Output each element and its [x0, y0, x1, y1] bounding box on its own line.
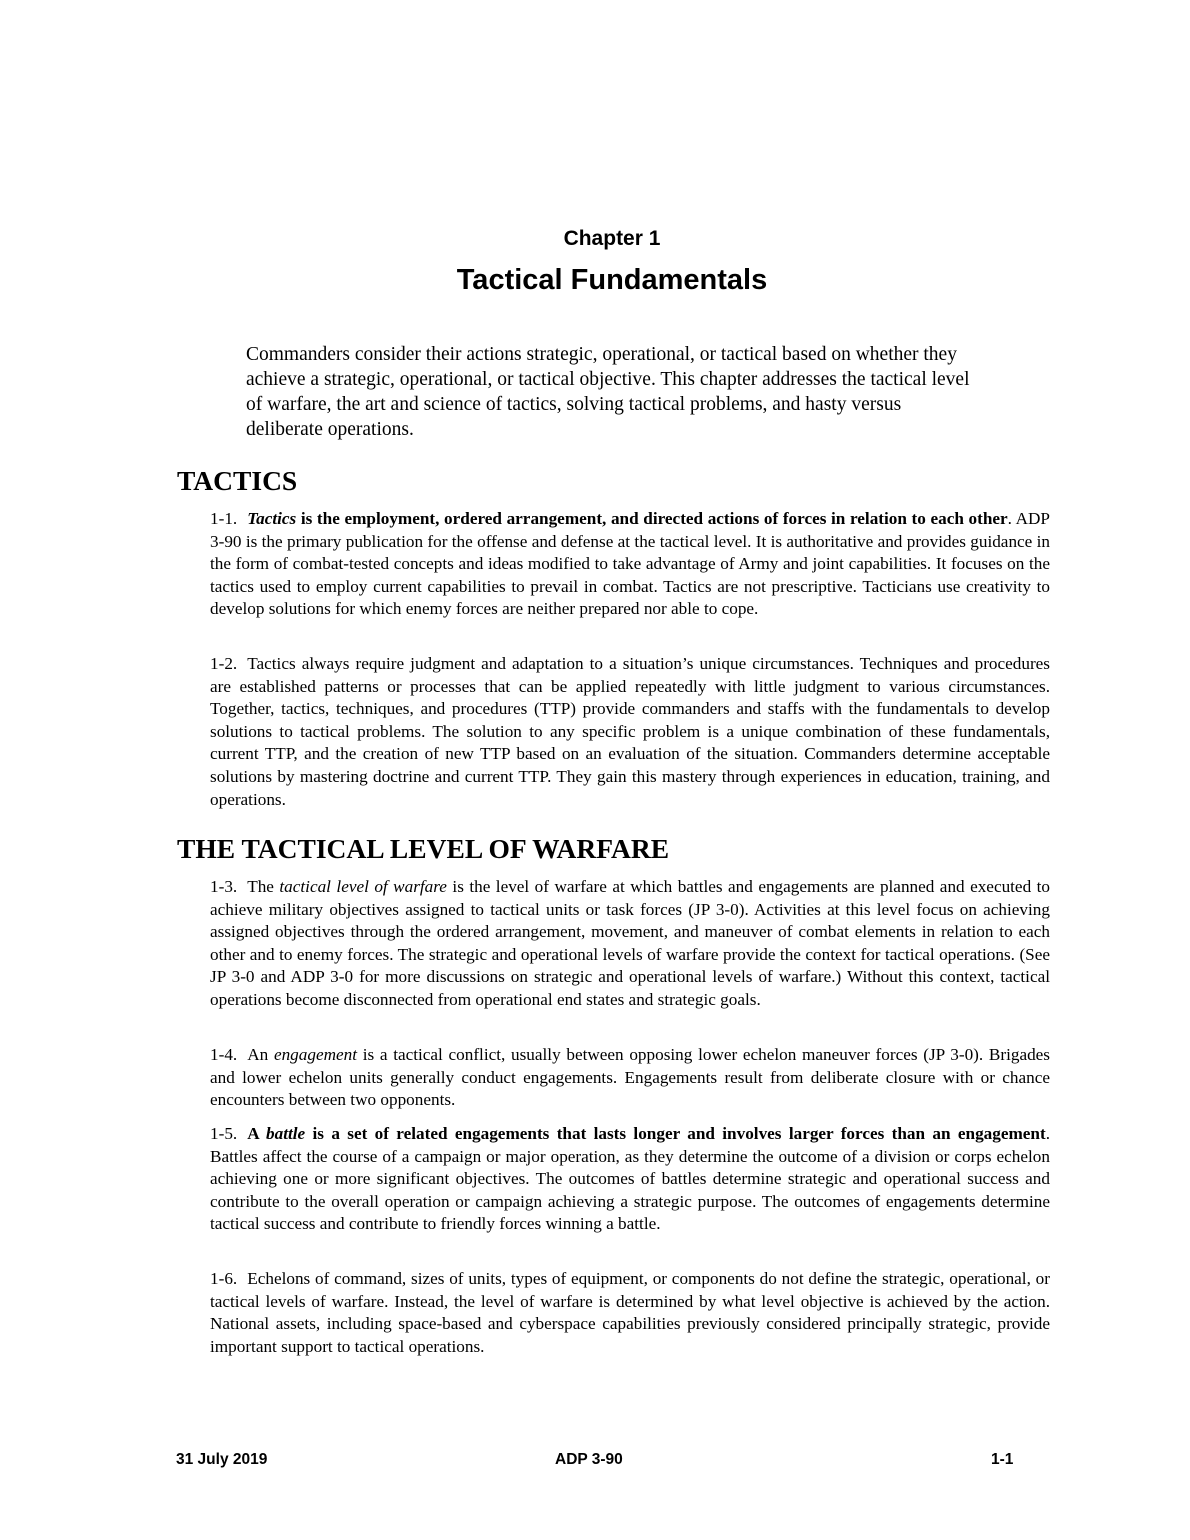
- paragraph-number: 1-4.: [210, 1045, 238, 1064]
- term-battle: battle: [266, 1124, 306, 1143]
- chapter-title: Tactical Fundamentals: [456, 264, 768, 296]
- paragraph-lead: An: [247, 1045, 274, 1064]
- paragraph-1-6: [210, 1268, 1050, 1358]
- paragraph-text: . Battles affect the course of a campaign or major operation, as they determine the outcome of a division or corps echelon achieving one or more significant objectives. The outcomes of battles determine strategic and operational success and contribute to the overall operation or campaign achieving a strategic purpose. The outcomes of engagements determine tactical success and contribute to friendly forces winning a battle.: [210, 1124, 1050, 1234]
- paragraph-number: 1-1.: [210, 509, 238, 528]
- paragraph-lead: The: [247, 877, 280, 896]
- paragraph-1-1: [210, 508, 1050, 621]
- paragraph-number: 1-6.: [210, 1269, 238, 1288]
- paragraph-text: is a tactical conflict, usually between opposing lower echelon maneuver forces (JP 3-0). Brigades and lower echelon units generally conduct engagements. Engagements result from deliberate closure with or chance encounters between two opponents.: [210, 1045, 1050, 1110]
- section-heading-tactics: TACTICS: [177, 465, 298, 496]
- paragraph-text: . ADP 3-90 is the primary publication for the offense and defense at the tactical level. It is authoritative and provides guidance in the form of combat-tested concepts and ideas modified to take advantage of Army and joint capabilities. It focuses on the tactics used to employ current capabilities to prevail in combat. Tactics are not prescriptive. Tacticians use creativity to develop solutions for which enemy forces are neither prepared nor able to cope.: [210, 509, 1050, 619]
- term-engagement: engagement: [273, 1045, 357, 1064]
- footer-date: 31 July 2019: [176, 1451, 268, 1468]
- chapter-intro: Commanders consider their actions strategic, operational, or tactical based on whether they achieve a strategic, operational, or tactical objective. This chapter addresses the tactical level of warfare, the art and science of tactics, solving tactical problems, and hasty versus deliberate operations.: [246, 344, 970, 440]
- paragraph-number: 1-2.: [210, 654, 238, 673]
- term-tactics: Tactics: [247, 509, 297, 528]
- definition-bold: is the employment, ordered arrangement, and directed actions of forces in relation to each other: [296, 509, 1008, 528]
- term-tactical-level-of-warfare: tactical level of warfare: [279, 877, 447, 896]
- section-heading-tactical-level-of-warfare: THE TACTICAL LEVEL OF WARFARE: [177, 833, 670, 864]
- paragraph-text: is the level of warfare at which battles and engagements are planned and executed to achieve military objectives assigned to tactical units or task forces (JP 3-0). Activities at this level focus on achieving assigned objectives through the ordered arrangement, movement, and maneuver of combat elements in relation to each other and to enemy forces. The strategic and operational levels of warfare provide the context for tactical operations. (See JP 3-0 and ADP 3-0 for more discussions on strategic and operational levels of warfare.) Without this context, tactical operations become disconnected from operational end states and strategic goals.: [210, 877, 1050, 1009]
- paragraph-1-5: [210, 1123, 1050, 1236]
- paragraph-1-4: [210, 1044, 1050, 1112]
- chapter-label: Chapter 1: [563, 227, 661, 250]
- paragraph-1-2: [210, 653, 1050, 811]
- paragraph-number: 1-3.: [210, 877, 238, 896]
- definition-lead: A: [247, 1124, 267, 1143]
- definition-bold: is a set of related engagements that lasts longer and involves larger forces than an engagement: [305, 1124, 1046, 1143]
- footer-page-number: 1-1: [991, 1451, 1014, 1468]
- footer-publication: ADP 3-90: [555, 1451, 623, 1468]
- paragraph-text: Tactics always require judgment and adaptation to a situation’s unique circumstances. Techniques and procedures are established patterns or processes that can be applied repeatedly with little judgment to various circumstances. Together, tactics, techniques, and procedures (TTP) provide commanders and staffs with the fundamentals to develop solutions to tactical problems. The solution to any specific problem is a unique combination of these fundamentals, current TTP, and the creation of new TTP based on an evaluation of the situation. Commanders determine acceptable solutions by mastering doctrine and current TTP. They gain this mastery through experiences in education, training, and operations.: [210, 654, 1050, 809]
- paragraph-1-3: [210, 876, 1050, 1012]
- paragraph-number: 1-5.: [210, 1124, 238, 1143]
- paragraph-text: Echelons of command, sizes of units, types of equipment, or components do not define the strategic, operational, or tactical levels of warfare. Instead, the level of warfare is determined by what level objective is achieved by the action. National assets, including space-based and cyberspace capabilities previously considered principally strategic, provide important support to tactical operations.: [210, 1269, 1050, 1356]
